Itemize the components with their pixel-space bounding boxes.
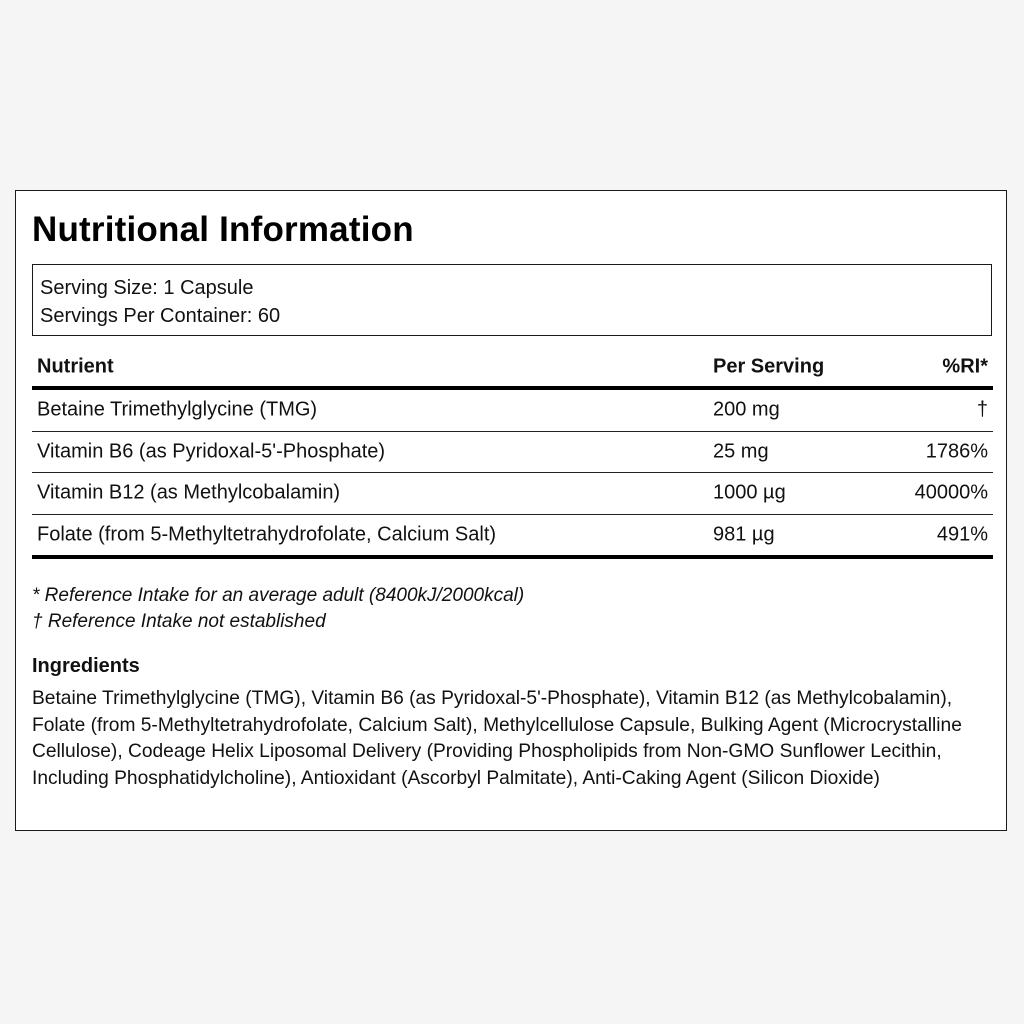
table-row bbox=[32, 432, 993, 474]
nutrient-name: Vitamin B12 (as Methylcobalamin) bbox=[37, 481, 341, 504]
nutrient-ri: 1786% bbox=[925, 440, 988, 463]
nutrient-name: Folate (from 5-Methyltetrahydrofolate, Calcium Salt) bbox=[37, 523, 497, 546]
header-nutrient: Nutrient bbox=[37, 355, 114, 378]
nutrient-name: Betaine Trimethylglycine (TMG) bbox=[37, 398, 318, 421]
footnotes bbox=[32, 583, 524, 635]
table-row bbox=[32, 515, 993, 560]
nutrient-amount: 1000 µg bbox=[713, 481, 786, 504]
nutrient-amount: 981 µg bbox=[713, 523, 775, 546]
serving-info-box bbox=[32, 264, 992, 336]
nutrient-ri: 40000% bbox=[914, 481, 988, 504]
servings-per-container: Servings Per Container: 60 bbox=[40, 305, 281, 327]
footnote-not-established: † Reference Intake not established bbox=[32, 611, 326, 632]
table-header-row bbox=[32, 349, 993, 390]
nutrient-table bbox=[32, 349, 993, 559]
nutrition-panel bbox=[15, 190, 1007, 831]
nutrient-ri: 491% bbox=[936, 523, 988, 546]
page-title: Nutritional Information bbox=[32, 210, 414, 249]
table-row bbox=[32, 390, 993, 432]
serving-size: Serving Size: 1 Capsule bbox=[40, 277, 254, 299]
footnote-reference-intake: * Reference Intake for an average adult (8400kJ/2000kcal) bbox=[32, 585, 525, 606]
header-per-serving: Per Serving bbox=[713, 355, 825, 378]
nutrient-ri: † bbox=[976, 398, 988, 421]
ingredients-heading: Ingredients bbox=[32, 655, 140, 677]
nutrient-amount: 200 mg bbox=[713, 398, 780, 421]
ingredients-text: Betaine Trimethylglycine (TMG), Vitamin B6 (as Pyridoxal-5'-Phosphate), Vitamin B12 (as Methylcobalamin), Folate (from 5-Methyltetrahydrofolate, Calcium Salt), Methylcellulose Capsule, Bulking Agent (Microcrystalline Cellulose), Codeage Helix Liposomal Delivery (Providing Phospholipids from Non-GMO Sunflower Lecithin, Including Phosphatidylcholine), Antioxidant (Ascorbyl Palmitate), Anti-Caking Agent (Silicon Dioxide) bbox=[32, 688, 962, 789]
table-row bbox=[32, 473, 993, 515]
nutrient-amount: 25 mg bbox=[713, 440, 769, 463]
nutrient-name: Vitamin B6 (as Pyridoxal-5'-Phosphate) bbox=[37, 440, 386, 463]
header-ri: %RI* bbox=[942, 355, 988, 378]
